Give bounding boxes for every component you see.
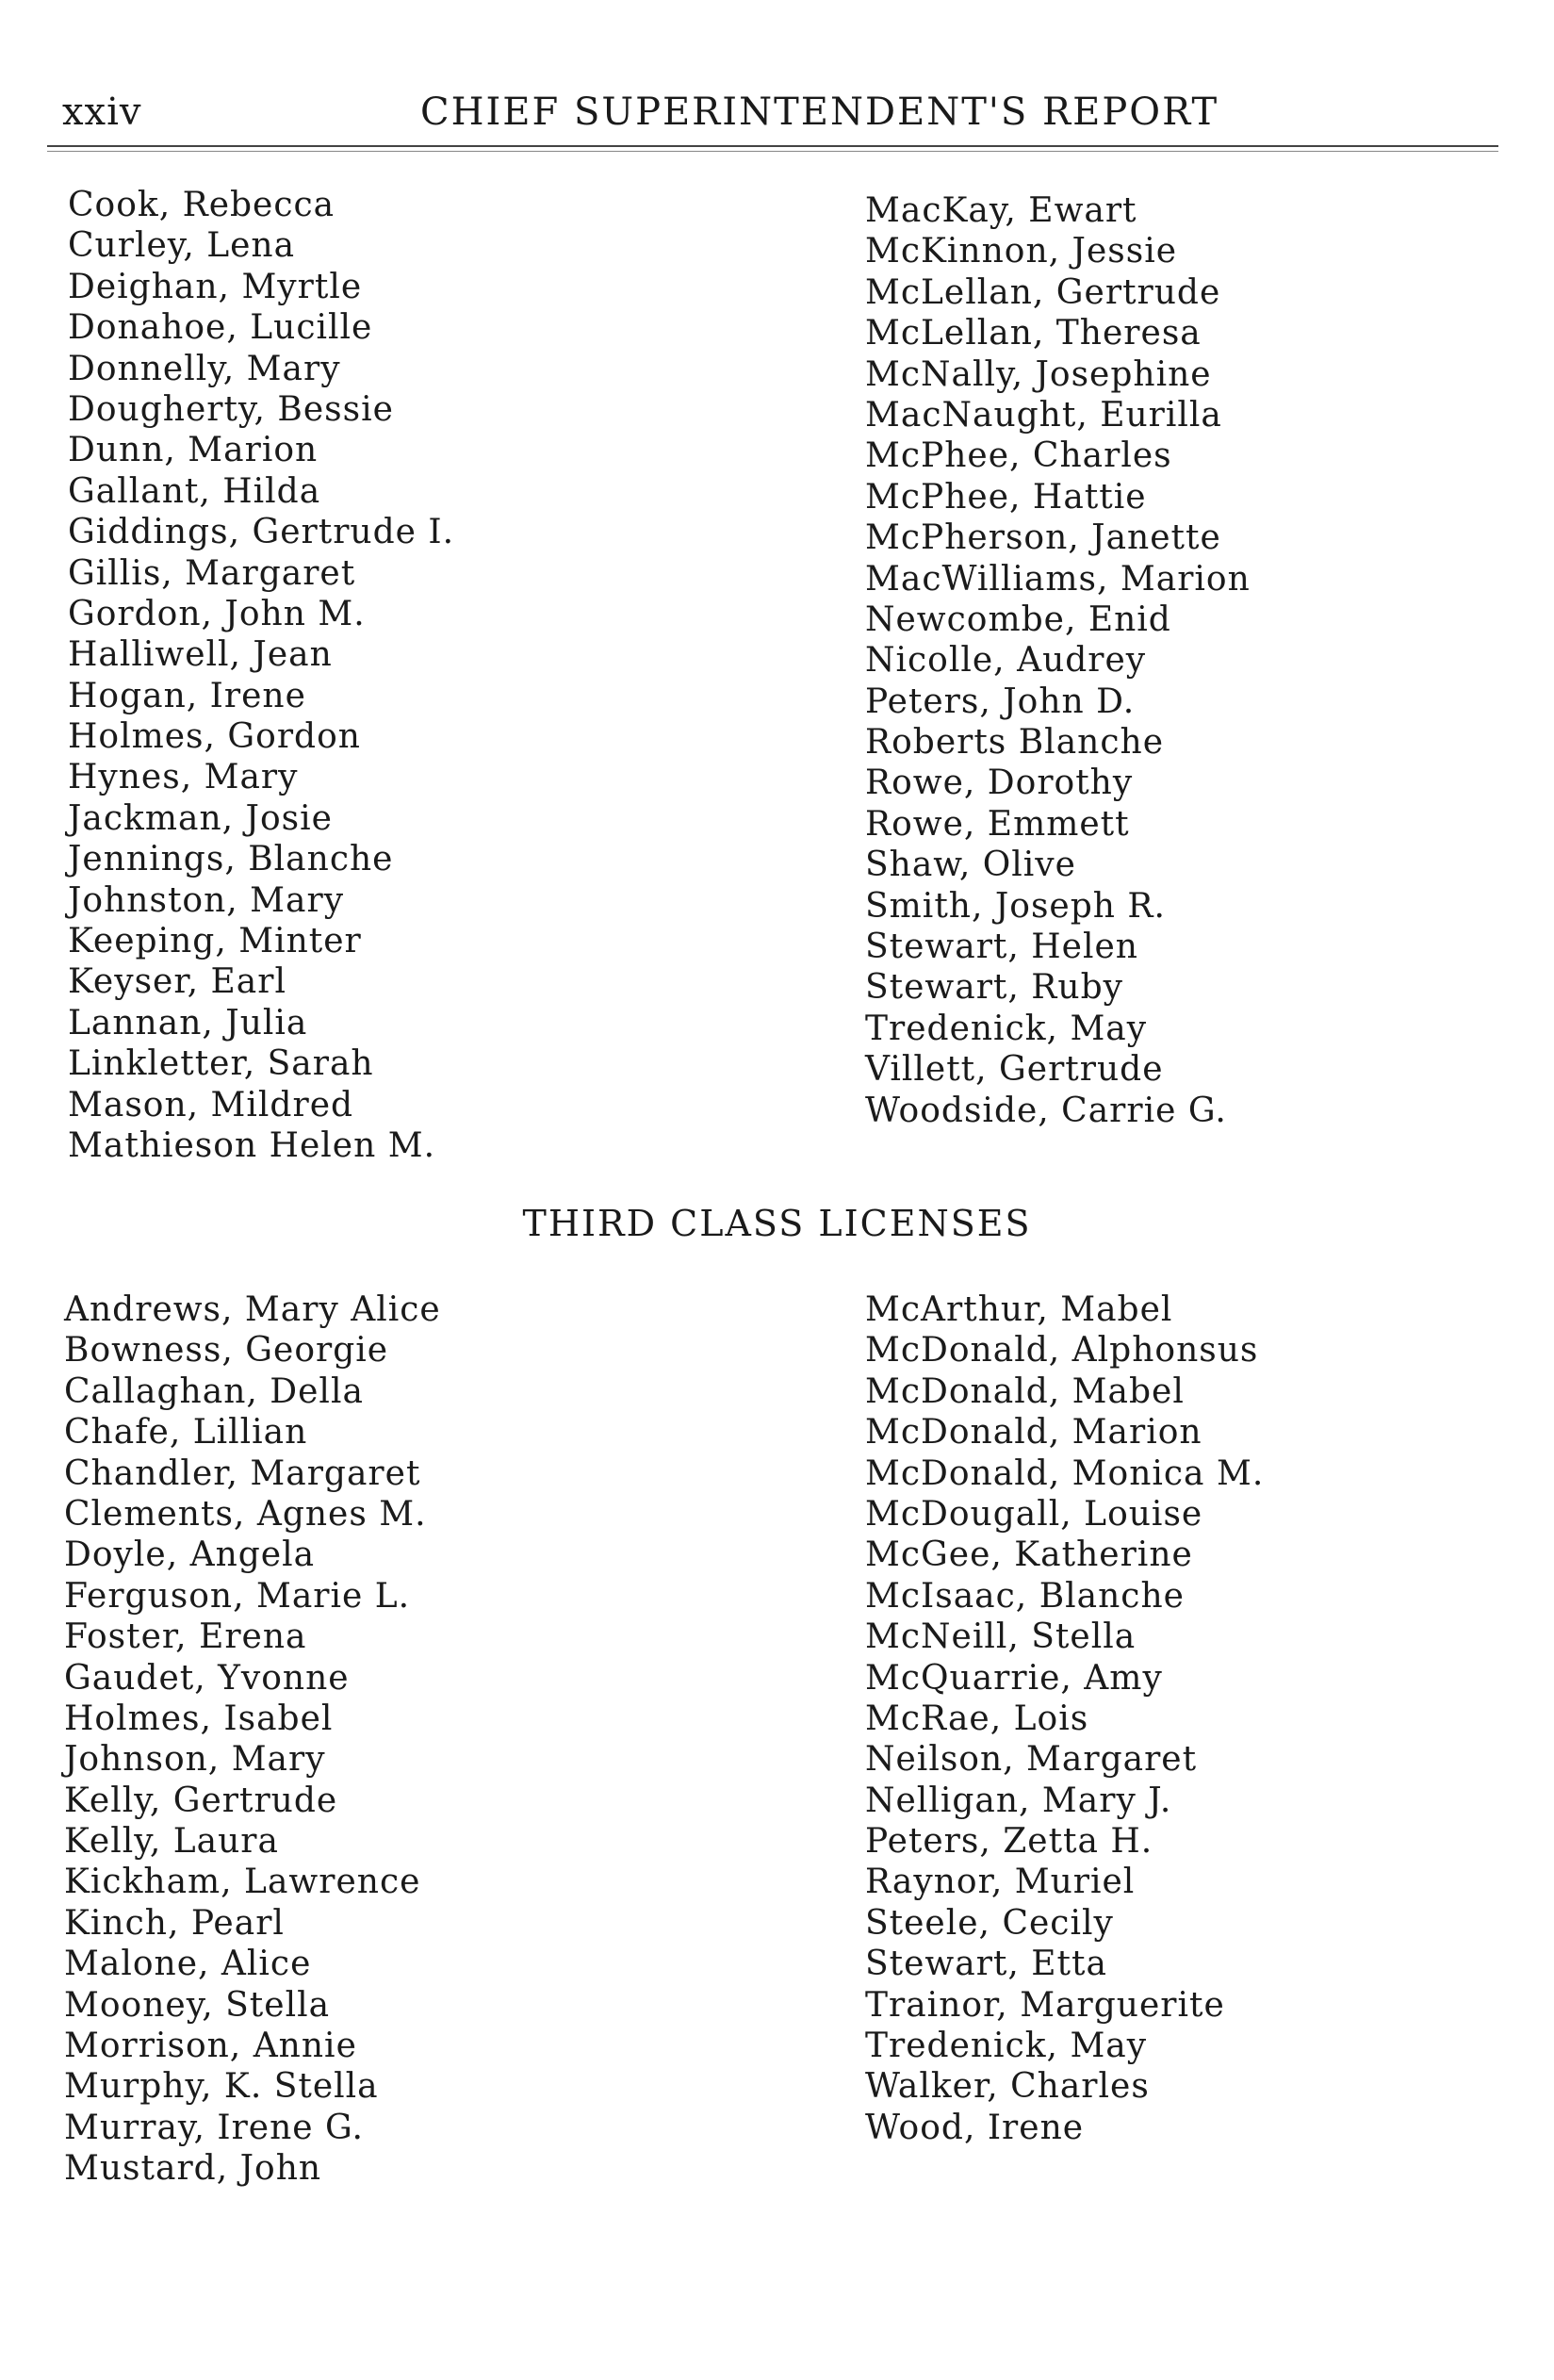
name-entry: Callaghan, Della	[64, 1371, 364, 1411]
name-entry: Donnelly, Mary	[68, 349, 341, 388]
third-class-right-name-list	[865, 1289, 1264, 2148]
name-entry: Smith, Joseph R.	[865, 886, 1166, 926]
name-entry: Holmes, Gordon	[68, 717, 361, 757]
name-entry: Hogan, Irene	[68, 676, 306, 715]
name-entry: Malone, Alice	[64, 1945, 312, 1984]
name-entry: Giddings, Gertrude I.	[68, 513, 455, 552]
name-entry: Jackman, Josie	[68, 798, 333, 838]
name-entry: Kinch, Pearl	[64, 1903, 285, 1943]
name-entry: Ferguson, Marie L.	[64, 1576, 411, 1616]
name-entry: Stewart, Etta	[865, 1945, 1107, 1984]
name-entry: McDonald, Monica M.	[865, 1453, 1265, 1493]
name-entry: McLellan, Gertrude	[865, 272, 1221, 312]
name-entry: Gillis, Margaret	[68, 553, 356, 593]
name-entry: Gaudet, Yvonne	[64, 1658, 350, 1698]
name-entry: Johnson, Mary	[64, 1740, 326, 1780]
header-rule-thin	[47, 151, 1498, 152]
name-entry: Chandler, Margaret	[64, 1453, 421, 1493]
name-entry: Tredenick, May	[865, 2027, 1148, 2066]
name-entry: Gallant, Hilda	[68, 471, 321, 511]
name-entry: Trainor, Marguerite	[865, 1985, 1225, 2025]
name-entry: Halliwell, Jean	[68, 635, 333, 675]
name-entry: Murphy, K. Stella	[64, 2067, 379, 2107]
name-entry: McArthur, Mabel	[865, 1290, 1173, 1329]
name-entry: Keeping, Minter	[68, 922, 362, 961]
name-entry: Jennings, Blanche	[68, 840, 394, 879]
name-entry: McRae, Lois	[865, 1699, 1089, 1738]
name-entry: Linkletter, Sarah	[68, 1044, 374, 1084]
name-entry: Peters, John D.	[865, 681, 1136, 721]
name-entry: Stewart, Ruby	[865, 968, 1123, 1008]
name-entry: Doyle, Angela	[64, 1535, 316, 1575]
name-entry: Bowness, Georgie	[64, 1331, 389, 1371]
name-entry: McLellan, Theresa	[865, 314, 1202, 353]
upper-right-name-list	[865, 190, 1251, 1131]
name-entry: McDonald, Mabel	[865, 1371, 1185, 1411]
name-entry: Curley, Lena	[68, 226, 296, 266]
name-entry: Deighan, Myrtle	[68, 267, 363, 306]
name-entry: Clements, Agnes M.	[64, 1494, 427, 1534]
name-entry: Kickham, Lawrence	[64, 1863, 421, 1902]
name-entry: Johnston, Mary	[68, 880, 345, 920]
name-entry: Wood, Irene	[865, 2108, 1085, 2147]
name-entry: Kelly, Laura	[64, 1822, 279, 1862]
name-entry: MacNaught, Eurilla	[865, 395, 1222, 435]
name-entry: Gordon, John M.	[68, 594, 366, 633]
name-entry: McNally, Josephine	[865, 354, 1212, 394]
name-entry: Mustard, John	[64, 2149, 322, 2189]
name-entry: Steele, Cecily	[865, 1903, 1114, 1943]
name-entry: Woodside, Carrie G.	[865, 1091, 1227, 1130]
name-entry: McDonald, Alphonsus	[865, 1331, 1259, 1371]
name-entry: MacKay, Ewart	[865, 191, 1137, 230]
name-entry: Keyser, Earl	[68, 962, 286, 1002]
name-entry: Cook, Rebecca	[68, 186, 335, 224]
name-entry: McPhee, Hattie	[865, 477, 1147, 517]
name-entry: Mathieson Helen M.	[68, 1125, 436, 1165]
name-entry: Foster, Erena	[64, 1617, 307, 1657]
name-entry: Holmes, Isabel	[64, 1699, 334, 1738]
name-entry: Villett, Gertrude	[865, 1050, 1164, 1090]
third-class-left-name-list	[64, 1289, 441, 2190]
name-entry: Tredenick, May	[865, 1009, 1148, 1048]
name-entry: Rowe, Emmett	[865, 804, 1130, 844]
name-entry: Nelligan, Mary J.	[865, 1781, 1172, 1820]
name-entry: Shaw, Olive	[865, 845, 1076, 885]
name-entry: McDougall, Louise	[865, 1494, 1203, 1534]
name-entry: McNeill, Stella	[865, 1617, 1137, 1657]
name-entry: McPhee, Charles	[865, 436, 1172, 476]
running-head: CHIEF SUPERINTENDENT'S REPORT	[420, 90, 1219, 134]
page-number: xxiv	[62, 90, 142, 134]
name-entry: Chafe, Lillian	[64, 1413, 308, 1453]
name-entry: Morrison, Annie	[64, 2027, 357, 2066]
name-entry: McIsaac, Blanche	[865, 1576, 1185, 1616]
name-entry: Dunn, Marion	[68, 431, 319, 470]
name-entry: McPherson, Janette	[865, 518, 1221, 558]
name-entry: Dougherty, Bessie	[68, 389, 394, 429]
name-entry: McKinnon, Jessie	[865, 232, 1178, 271]
upper-left-name-list	[68, 185, 454, 1166]
name-entry: Lannan, Julia	[68, 1003, 308, 1042]
name-entry: Murray, Irene G.	[64, 2108, 364, 2147]
name-entry: Stewart, Helen	[865, 927, 1138, 967]
header-rule	[47, 145, 1498, 147]
name-entry: Rowe, Dorothy	[865, 763, 1134, 803]
name-entry: Walker, Charles	[865, 2067, 1150, 2107]
section-heading: THIRD CLASS LICENSES	[522, 1203, 1032, 1244]
name-entry: Hynes, Mary	[68, 758, 299, 797]
name-entry: Kelly, Gertrude	[64, 1781, 338, 1820]
name-entry: McGee, Katherine	[865, 1535, 1193, 1575]
name-entry: Andrews, Mary Alice	[64, 1290, 441, 1329]
page-header	[62, 90, 1495, 138]
name-entry: Raynor, Muriel	[865, 1863, 1136, 1902]
name-entry: Mason, Mildred	[68, 1085, 354, 1124]
name-entry: Peters, Zetta H.	[865, 1822, 1153, 1862]
name-entry: Newcombe, Enid	[865, 599, 1171, 639]
name-entry: McQuarrie, Amy	[865, 1658, 1163, 1698]
name-entry: Nicolle, Audrey	[865, 641, 1147, 681]
name-entry: McDonald, Marion	[865, 1413, 1202, 1453]
name-entry: Neilson, Margaret	[865, 1740, 1198, 1780]
name-entry: Roberts Blanche	[865, 723, 1164, 763]
name-entry: MacWilliams, Marion	[865, 559, 1251, 599]
name-entry: Mooney, Stella	[64, 1985, 331, 2025]
name-entry: Donahoe, Lucille	[68, 308, 373, 348]
